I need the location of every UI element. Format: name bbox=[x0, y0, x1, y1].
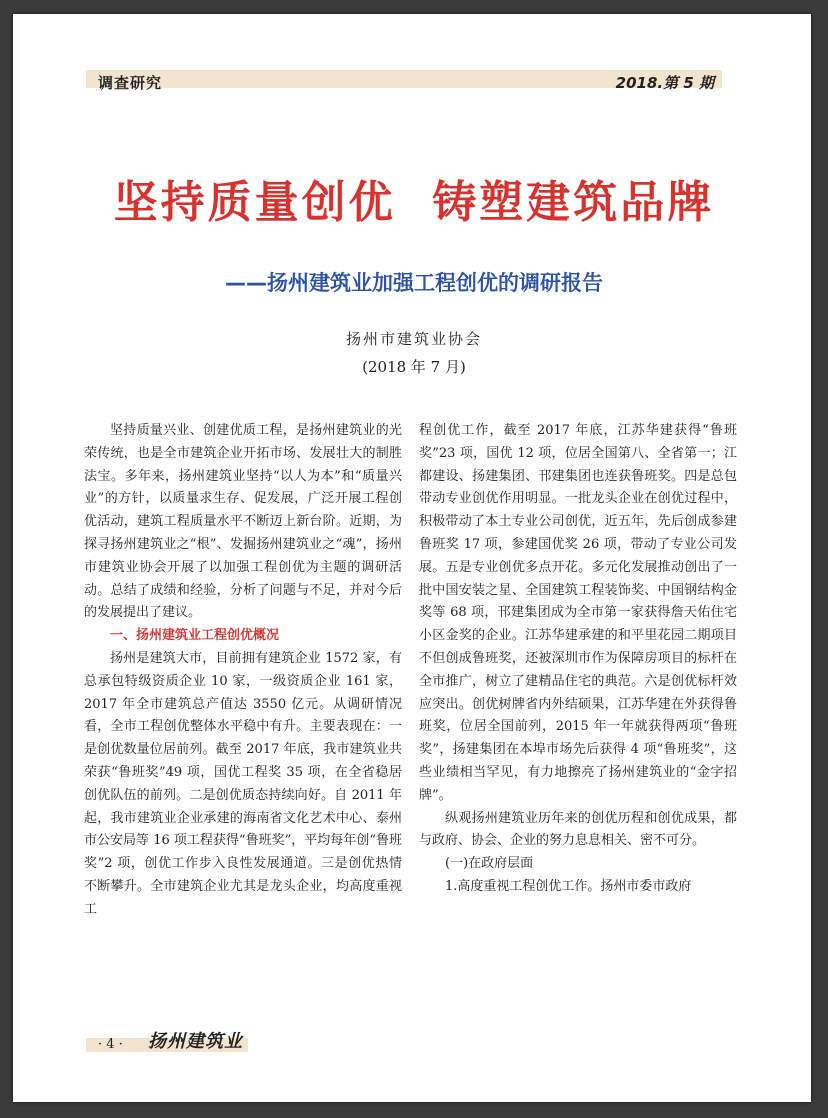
page-number: · 4 · bbox=[98, 1037, 123, 1052]
continued-paragraph: 程创优工作，截至 2017 年底，江苏华建获得“鲁班奖”23 项，国优 12 项，位居全国第八、全省第一；江都建设、扬建集团、邗建集团也连获鲁班奖。四是总包带动专业创优作用明显。一批龙头企业在创优过程中，积极带动了本土专业公司创优，近五年，先后创成参建鲁班奖 17 项，参建国优奖 26 项，带动了专业公司发展。五是专业创优多点开花。多元化发展推动创出了一批中国安装之星、全国建筑工程装饰奖、中国钢结构金奖等 68 项，邗建集团成为全市第一家获得詹天佑住宅小区金奖的企业。江苏华建承建的和平里花园二期项目不但创成鲁班奖，还被深圳市作为保障房项目的标杆在全市推广，树立了建精品住宅的典范。六是创优标杆效应突出。创优树牌省内外结硕果，江苏华建在外获得鲁班奖，位居全国前列，2015 年一年就获得两项“鲁班奖”，扬建集团在本埠市场先后获得 4 项“鲁班奖”，这些业绩相当罕见，有力地擦亮了扬州建筑业的“金字招牌”。 bbox=[419, 423, 737, 803]
section-heading: 一、扬州建筑业工程创优概况 bbox=[110, 628, 280, 644]
intro-paragraph: 坚持质量兴业、创建优质工程，是扬州建筑业的光荣传统，也是全市建筑企业开拓市场、发展壮大的制胜法宝。多年来，扬州建筑业坚持“以人为本”和“质量兴业”的方针，以质量求生存、促发展，广泛开展工程创优活动，建筑工程质量水平不断迈上新台阶。近期，为探寻扬州建筑业之“根”、发掘扬州建筑业之“魂”，扬州市建筑业协会开展了以加强工程创优为主题的调研活动。总结了成绩和经验，分析了问题与不足，并对今后的发展提出了建议。 bbox=[84, 423, 402, 621]
left-column bbox=[84, 420, 402, 922]
article-title: 坚持质量创优 铸塑建筑品牌 bbox=[113, 177, 715, 228]
article-subtitle: ——扬州建筑业加强工程创优的调研报告 bbox=[225, 271, 603, 295]
article-date: (2018 年 7 月) bbox=[362, 358, 466, 376]
column-name: 调查研究 bbox=[98, 74, 163, 92]
subsection-heading: (一)在政府层面 bbox=[445, 856, 534, 872]
publication-logo: 扬州建筑业 bbox=[148, 1031, 243, 1052]
issue-number: 2018.第 5 期 bbox=[615, 74, 714, 92]
item-paragraph: 1.高度重视工程创优工作。扬州市委市政府 bbox=[445, 878, 692, 894]
right-column bbox=[419, 420, 737, 899]
summary-paragraph: 纵观扬州建筑业历年来的创优历程和创优成果，都与政府、协会、企业的努力息息相关、密不可分。 bbox=[419, 810, 737, 849]
article-author: 扬州市建筑业协会 bbox=[345, 330, 482, 348]
section-paragraph: 扬州是建筑大市，目前拥有建筑企业 1572 家，有总承包特级资质企业 10 家，一级资质企业 161 家，2017 年全市建筑总产值达 3550 亿元。从调研情况看，全市工程创优整体水平稳中有升。主要表现在：一是创优数量位居前列。截至 2017 年底，我市建筑业共荣获“鲁班奖”49 项，国优工程奖 35 项，在全省稳居创优队伍的前列。二是创优质态持续向好。自 2011 年起，我市建筑业企业承建的海南省文化艺术中心、泰州市公安局等 16 项工程获得“鲁班奖”，平均每年创“鲁班奖”2 项，创优工作步入良性发展通道。三是创优热情不断攀升。全市建筑企业尤其是龙头企业，均高度重视工 bbox=[84, 650, 402, 917]
